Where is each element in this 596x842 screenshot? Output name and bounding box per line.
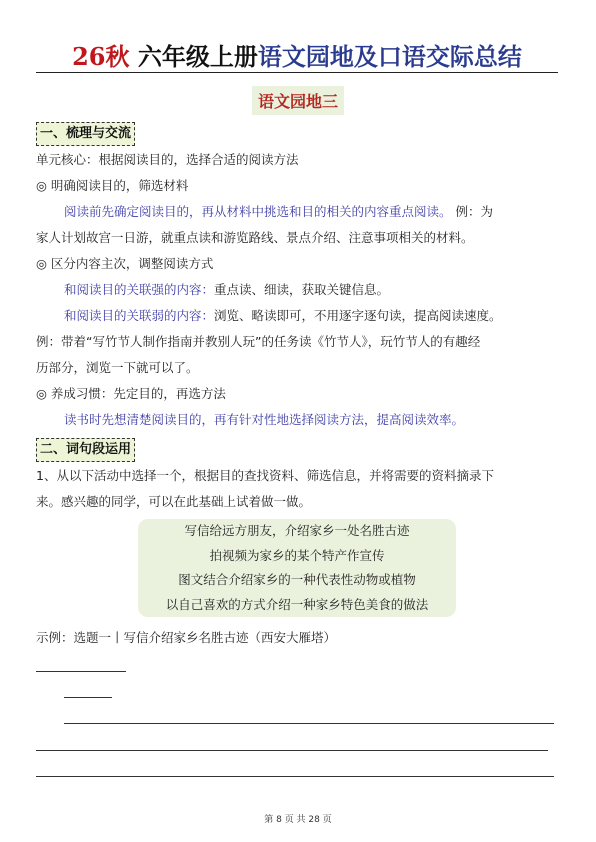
answer-line-short: [36, 671, 126, 672]
point2-strong-label: 和阅读目的关联强的内容：: [64, 282, 215, 297]
point1-continuation: 家人计划故宫一日游，就重点读和游览路线、景点介绍、注意事项相关的材料。: [36, 230, 474, 245]
answer-line: [64, 723, 554, 724]
activity-option: 拍视频为家乡的某个特产作宣传: [209, 547, 385, 563]
title-grade: 六年级上册: [129, 42, 258, 71]
answer-line-indent: [64, 697, 112, 698]
activity-option: 写信给远方朋友，介绍家乡一处名胜古迹: [184, 523, 410, 538]
core-line: 单元核心：根据阅读目的，选择合适的阅读方法: [36, 152, 299, 167]
subtitle: 语文园地三: [252, 86, 344, 115]
section-heading-1: 一、梳理与交流: [36, 122, 135, 146]
point2-weak-label: 和阅读目的关联弱的内容：: [64, 308, 215, 323]
activity-option: 图文结合介绍家乡的一种代表性动物或植物: [178, 572, 416, 587]
title-term: 26秋: [72, 42, 130, 71]
task-line1: 1、从以下活动中选择一个，根据目的查找资料、筛选信息，并将需要的资料摘录下: [36, 468, 494, 483]
point2-example-line2: 历部分，浏览一下就可以了。: [36, 360, 199, 375]
point3-title: ◎ 养成习惯：先定目的，再选方法: [36, 386, 226, 401]
task-line2: 来。感兴趣的同学，可以在此基础上试着做一做。: [36, 494, 312, 509]
point2-example-line1: 例：带着“写竹节人制作指南并教别人玩”的任务读《竹节人》，玩竹节人的有趣经: [36, 334, 481, 349]
point2-strong: [64, 280, 586, 300]
activity-options-box: [138, 519, 456, 617]
subtitle-wrap: [0, 86, 596, 115]
activity-option: 以自己喜欢的方式介绍一种家乡特色美食的做法: [165, 596, 429, 612]
answer-line: [36, 750, 548, 751]
title-underline: [36, 72, 558, 73]
example-line: 示例：选题一丨写信介绍家乡名胜古迹（西安大雁塔）: [36, 630, 337, 645]
point1-body: [64, 202, 586, 222]
title-topic: 语文园地及口语交际总结: [257, 42, 522, 71]
page-number: 第 8 页 共 28 页: [264, 815, 332, 825]
page-title: [36, 40, 558, 74]
point2-title: ◎ 区分内容主次，调整阅读方式: [36, 256, 214, 271]
point2-weak: [64, 306, 586, 326]
point3-body: 读书时先想清楚阅读目的，再有针对性地选择阅读方法，提高阅读效率。: [64, 412, 465, 427]
point1-example: 例：为: [451, 204, 493, 219]
section-heading-2: 二、词句段运用: [36, 438, 135, 462]
point2-weak-text: 浏览、略读即可，不用逐字逐句读，提高阅读速度。: [214, 308, 502, 323]
point1-blue-text: 阅读前先确定阅读目的，再从材料中挑选和目的相关的内容重点阅读。: [64, 204, 452, 219]
point2-strong-text: 重点读、细读，获取关键信息。: [214, 282, 390, 297]
point1-title: ◎ 明确阅读目的，筛选材料: [36, 178, 189, 193]
answer-line: [36, 776, 554, 777]
